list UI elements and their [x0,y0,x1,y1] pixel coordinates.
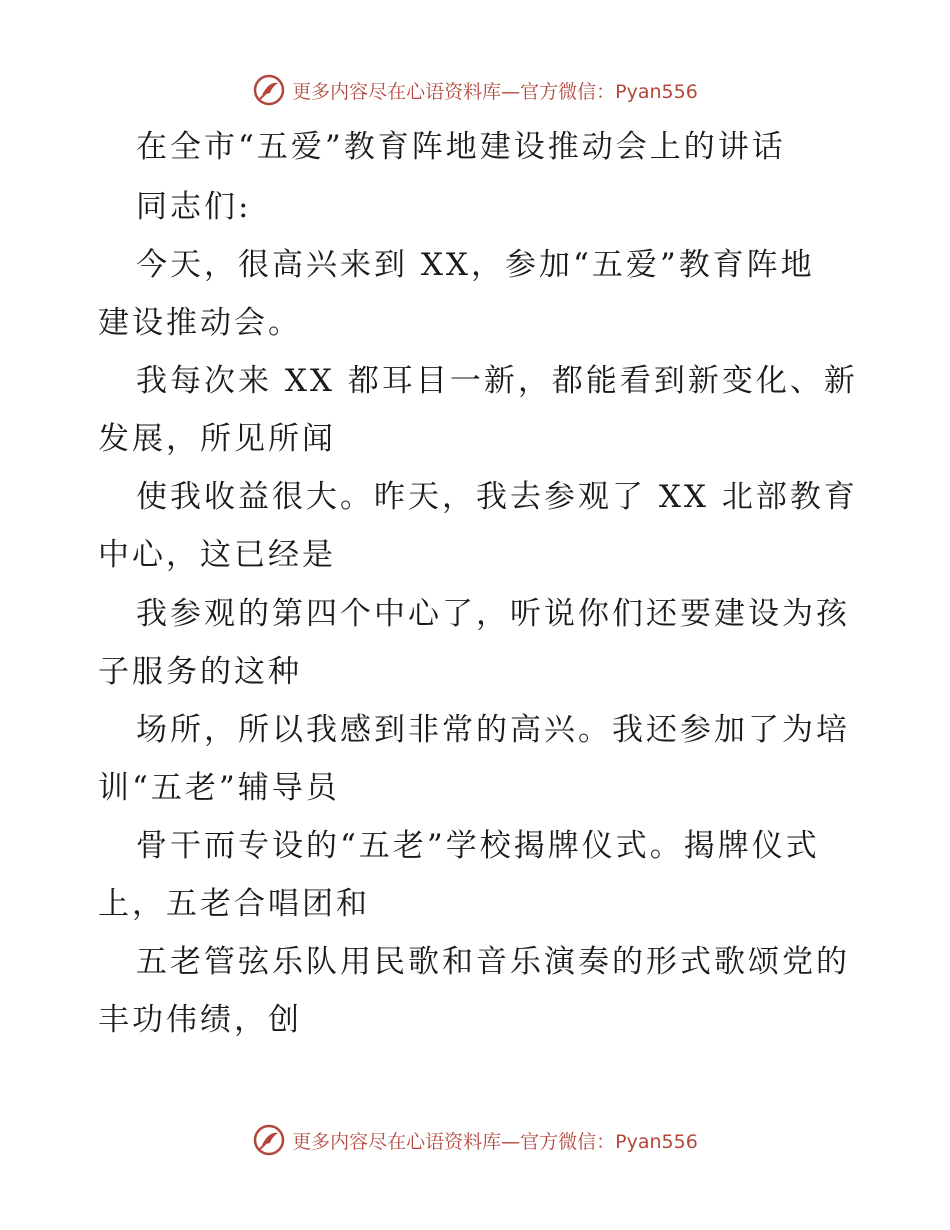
watermark-text: 更多内容尽在心语资料库—官方微信：Pyan556 [292,1130,698,1153]
logo-icon [252,1123,286,1157]
paragraph-line: 发展，所见所闻 [98,421,336,457]
paragraph-line: 训“五老”辅导员 [98,770,340,806]
footer-watermark [0,1120,950,1160]
paragraph-line: 中心，这已经是 [98,537,336,573]
paragraph-line: 骨干而专设的“五老”学校揭牌仪式。揭牌仪式 [136,828,820,864]
paragraph-line: 我每次来 XX 都耳目一新，都能看到新变化、新 [136,363,858,399]
watermark-text: 更多内容尽在心语资料库—官方微信：Pyan556 [292,80,698,103]
paragraph-line: 场所，所以我感到非常的高兴。我还参加了为培 [136,712,850,748]
paragraph-line: 今天，很高兴来到 XX，参加“五爱”教育阵地 [136,247,815,283]
document-title: 在全市“五爱”教育阵地建设推动会上的讲话 [136,129,786,165]
paragraph-line: 五老管弦乐队用民歌和音乐演奏的形式歌颂党的 [136,944,850,980]
greeting: 同志们: [136,189,252,225]
paragraph-line: 我参观的第四个中心了，听说你们还要建设为孩 [136,596,850,632]
logo-icon [252,73,286,107]
paragraph-line: 子服务的这种 [98,654,302,690]
header-watermark [0,70,950,110]
paragraph-line: 上，五老合唱团和 [98,886,370,922]
paragraph-line: 建设推动会。 [98,305,302,341]
paragraph-line: 丰功伟绩，创 [98,1002,302,1038]
paragraph-line: 使我收益很大。昨天，我去参观了 XX 北部教育 [136,479,858,515]
